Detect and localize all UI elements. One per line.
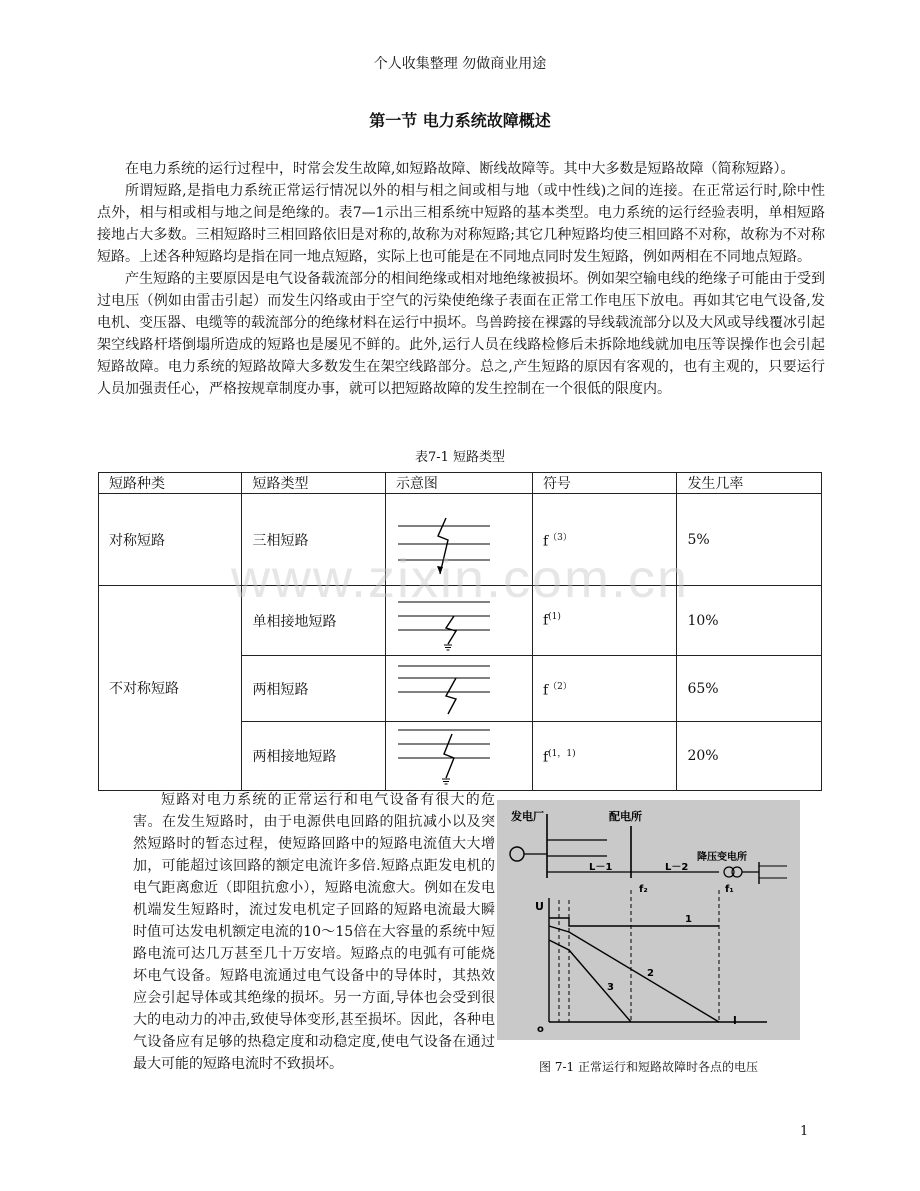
two-phase-diagram: [385, 656, 532, 722]
paragraph: 在电力系统的运行过程中，时常会发生故障,如短路故障、断线故障等。其中大多数是短路故障（简称短路）。: [125, 161, 795, 177]
u-axis-label: U: [535, 900, 544, 913]
category-cell: 对称短路: [99, 494, 242, 586]
column-header: 发生几率: [677, 473, 822, 494]
paragraph: 所谓短路,是指电力系统正常运行情况以外的相与相之间或相与地（或中性线)之间的连接。在正常运行时,除中性点外，相与相或相与地之间是绝缘的。表7—1示出三相系统中短路的基本类型。电力系统的运行经验表明，单相短路接地占大多数。三相短路时三相回路依旧是对称的,故称为对称短路;其它几种短路均使三相回路不对称，故称为不对称短路。上述各种短路均是指在同一地点短路，实际上也可能是在不同地点同时发生短路，例如两相在不同地点短路。: [97, 183, 825, 265]
type-cell: 两相短路: [242, 656, 385, 722]
l1-label: L－1: [589, 862, 613, 873]
paragraph: 短路对电力系统的正常运行和电气设备有很大的危害。在发生短路时，由于电源供电回路的阻抗减小以及突然短路时的暂态过程，使短路回路中的短路电流值大大增加，可能超过该回路的额定电流许多倍.短路点距发电机的电气距离愈近（即阻抗愈小），短路电流愈大。例如在发电机端发生短路时，流过发电机定子回路的短路电流最大瞬时值可达发电机额定电流的10～15倍在大容量的系统中短路电流可达几万甚至几十万安培。短路点的电弧有可能烧坏电气设备。短路电流通过电气设备中的导体时，其热效应会引起导体或其绝缘的损坏。另一方面,导体也会受到很大的电动力的冲击,致使导体变形,甚至损坏。因此，各种电气设备应有足够的热稳定度和动稳定度,使电气设备在通过最大可能的短路电流时不致损坏。: [133, 792, 495, 1072]
curve-1-label: 1: [685, 914, 692, 925]
two-phase-ground-diagram: [385, 722, 532, 791]
figure-caption: 图 7-1 正常运行和短路故障时各点的电压: [539, 1060, 758, 1074]
table-caption: 表7-1 短路类型: [414, 450, 506, 465]
short-circuit-table: [98, 472, 822, 791]
symbol-cell: $f^{(3)}$: [532, 494, 677, 586]
body-text: [97, 158, 825, 400]
symbol-cell: $f^{(1)}$: [532, 586, 677, 656]
type-cell: 单相接地短路: [242, 586, 385, 656]
symbol-cell: $f^{(2)}$: [532, 656, 677, 722]
type-cell: 三相短路: [242, 494, 385, 586]
f1-label: f₁: [725, 884, 734, 895]
paragraph: 产生短路的主要原因是电气设备载流部分的相间绝缘或相对地绝缘被损坏。例如架空输电线的绝缘子可能由于受到过电压（例如由雷击引起）而发生闪络或由于空气的污染使绝缘子表面在正常工作电压下放电。再如其它电气设备,发电机、变压器、电缆等的载流部分的绝缘材料在运行中损坏。鸟兽跨接在裸露的导线载流部分以及大风或导线覆冰引起架空线路杆塔倒塌所造成的短路也是屡见不鲜的。此外,运行人员在线路检修后未拆除地线就加电压等误操作也会引起短路故障。电力系统的短路故障大多数发生在架空线路部分。总之,产生短路的原因有客观的，也有主观的，只要运行人员加强责任心，严格按规章制度办事，就可以把短路故障的发生控制在一个很低的限度内。: [97, 271, 825, 397]
section-title: 第一节 电力系统故障概述: [369, 111, 551, 130]
l2-label: L－2: [665, 862, 689, 873]
voltage-figure: [497, 800, 800, 1040]
symbol-cell: $f^{(1,1)}$: [532, 722, 677, 791]
curve-3-label: 3: [607, 982, 614, 993]
left-text-column: [133, 789, 495, 1075]
column-header: 短路种类: [99, 473, 242, 494]
watermark: www.zixin.com.cn: [230, 549, 690, 609]
table-header-row: [99, 473, 822, 494]
rate-cell: 20%: [677, 722, 822, 791]
category-cell: 不对称短路: [99, 586, 242, 791]
step-down-label: 降压变电所: [697, 852, 747, 863]
curve-2-label: 2: [647, 968, 654, 979]
substation-label: 配电所: [609, 810, 642, 823]
origin-label: o: [537, 1024, 544, 1035]
f2-label: f₂: [639, 884, 648, 895]
l-axis-label: l: [733, 1014, 737, 1027]
column-header: 短路类型: [242, 473, 385, 494]
rate-cell: 65%: [677, 656, 822, 722]
rate-cell: 5%: [677, 494, 822, 586]
column-header: 符号: [532, 473, 677, 494]
page-number: 1: [800, 1124, 809, 1139]
type-cell: 两相接地短路: [242, 722, 385, 791]
rate-cell: 10%: [677, 586, 822, 656]
plant-label: 发电厂: [511, 810, 544, 823]
page-header: 个人收集整理 勿做商业用途: [373, 56, 547, 72]
column-header: 示意图: [385, 473, 532, 494]
